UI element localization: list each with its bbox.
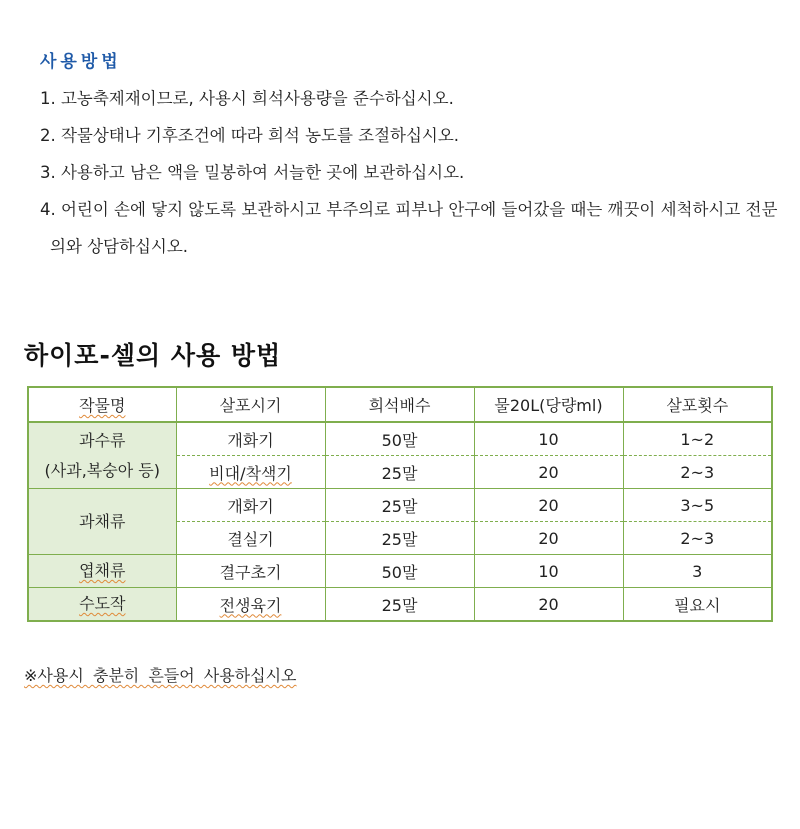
crop-name: 수도작 [79, 594, 126, 613]
table-row [28, 588, 772, 622]
dilution-cell: 25말 [325, 456, 474, 489]
dilution-cell: 25말 [325, 489, 474, 522]
usage-heading: 사용방법 [40, 52, 122, 72]
dilution-cell: 50말 [325, 555, 474, 588]
count-cell: 3~5 [623, 489, 772, 522]
header-dilution: 희석배수 [325, 387, 474, 422]
dilution-cell: 25말 [325, 588, 474, 622]
table-row [28, 489, 772, 522]
crop-name: 엽채류 [79, 561, 126, 580]
amount-cell: 10 [474, 422, 623, 456]
crop-subtitle: (사과,복숭아 등) [44, 460, 160, 480]
crop-cell [28, 489, 176, 555]
period-cell: 개화기 [176, 422, 325, 456]
table-row [28, 422, 772, 456]
table-title: 하이포-셀의 사용 방법 [24, 341, 282, 370]
count-cell: 2~3 [623, 522, 772, 555]
amount-cell: 20 [474, 456, 623, 489]
count-cell: 필요시 [623, 588, 772, 622]
period-cell: 개화기 [176, 489, 325, 522]
amount-cell: 20 [474, 588, 623, 622]
amount-cell: 20 [474, 522, 623, 555]
usage-instructions-list [40, 80, 780, 265]
amount-cell: 10 [474, 555, 623, 588]
amount-cell: 20 [474, 489, 623, 522]
header-water-amount: 물20L(당량ml) [474, 387, 623, 422]
dosage-table [27, 386, 773, 622]
table-row [28, 555, 772, 588]
usage-item: 4. 어린이 손에 닿지 않도록 보관하시고 부주의로 피부나 안구에 들어갔을 때는 깨끗이 세척하시고 전문의와 상담하십시오. [40, 200, 778, 256]
count-cell: 3 [623, 555, 772, 588]
crop-cell [28, 588, 176, 622]
count-cell: 1~2 [623, 422, 772, 456]
period-cell: 결구초기 [176, 555, 325, 588]
usage-item: 1. 고농축제재이므로, 사용시 희석사용량을 준수하십시오. [40, 89, 454, 108]
dilution-cell: 50말 [325, 422, 474, 456]
crop-name: 과수류 [79, 430, 126, 450]
header-crop: 작물명 [28, 387, 176, 422]
crop-name: 과채류 [79, 511, 126, 531]
crop-cell [28, 422, 176, 489]
dilution-cell: 25말 [325, 522, 474, 555]
header-period: 살포시기 [176, 387, 325, 422]
period-cell: 결실기 [176, 522, 325, 555]
usage-item: 2. 작물상태나 기후조건에 따라 희석 농도를 조절하십시오. [40, 126, 460, 145]
table-header-row [28, 387, 772, 422]
count-cell: 2~3 [623, 456, 772, 489]
period-cell: 비대/착색기 [176, 456, 325, 489]
header-spray-count: 살포횟수 [623, 387, 772, 422]
usage-item: 3. 사용하고 남은 액을 밀봉하여 서늘한 곳에 보관하십시오. [40, 163, 465, 182]
shake-note: ※사용시 충분히 흔들어 사용하십시오 [24, 666, 297, 685]
crop-cell [28, 555, 176, 588]
period-cell: 전생육기 [176, 588, 325, 622]
